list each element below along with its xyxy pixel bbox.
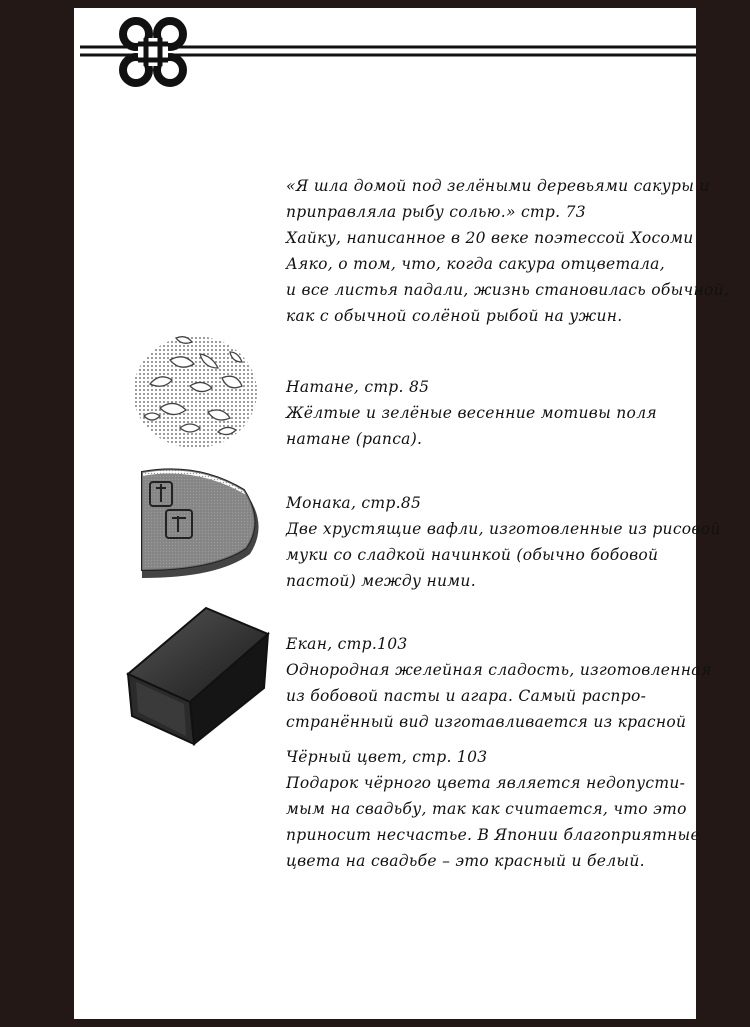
monaka-wafer-illustration xyxy=(138,466,268,586)
entry-line: «Я шла домой под зелёными деревьями сакуры и xyxy=(286,177,710,195)
entry-line: муки со сладкой начинкой (обычно бобовой xyxy=(286,546,659,564)
entry-title: Натане, стр. 85 xyxy=(286,378,430,396)
entry-line: цвета на свадьбе – это красный и белый. xyxy=(286,852,645,870)
entry-line: Жёлтые и зелёные весенние мотивы поля xyxy=(286,404,657,422)
black-color-entry xyxy=(286,744,700,874)
page xyxy=(74,8,730,1019)
entry-line: мым на свадьбу, так как считается, что это xyxy=(286,800,687,818)
yokan-jelly-block-illustration xyxy=(124,604,272,748)
entry-title: Монака, стр.85 xyxy=(286,494,422,512)
entry-line: приносит несчастье. В Японии благоприятные xyxy=(286,826,700,844)
entry-line: Хайку, написанное в 20 веке поэтессой Хосоми xyxy=(286,229,694,247)
rapeseed-flower-cluster-illustration xyxy=(130,324,260,454)
entry-title: Чёрный цвет, стр. 103 xyxy=(286,748,488,766)
entry-line: Однородная желейная сладость, изготовленная xyxy=(286,661,712,679)
entry-line: Подарок чёрного цвета является недопусти- xyxy=(286,774,686,792)
haiku-entry xyxy=(286,173,730,329)
entry-line: как с обычной солёной рыбой на ужин. xyxy=(286,307,623,325)
entry-line: пастой) между ними. xyxy=(286,572,476,590)
entry-line: Аяко, о том, что, когда сакура отцветала, xyxy=(286,255,665,273)
entry-line: натане (рапса). xyxy=(286,430,423,448)
entry-line: из бобовой пасты и агара. Самый распро- xyxy=(286,687,647,705)
entry-line: Две хрустящие вафли, изготовленные из рисовой xyxy=(286,520,721,538)
entry-line: приправляла рыбу солью.» стр. 73 xyxy=(286,203,586,221)
entry-line: и все листья падали, жизнь становилась обычной, xyxy=(286,281,730,299)
monaka-entry xyxy=(286,490,721,594)
knot-ornament-divider xyxy=(80,14,696,94)
natane-entry xyxy=(286,374,686,452)
entry-title: Екан, стр.103 xyxy=(286,635,408,653)
yokan-entry xyxy=(286,631,712,735)
entry-line: странённый вид изготавливается из красной xyxy=(286,713,687,731)
